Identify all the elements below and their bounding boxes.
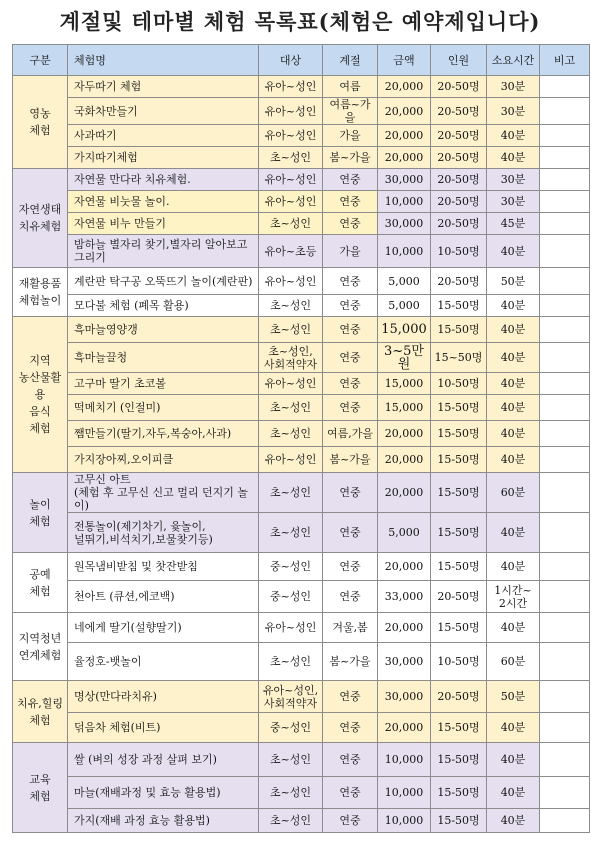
cell-target: 중~성인 — [259, 581, 323, 613]
col-header-price: 금액 — [378, 45, 431, 76]
cell-people: 10-50명 — [431, 373, 487, 395]
cell-time: 30분 — [487, 169, 540, 191]
experience-table — [12, 44, 590, 833]
cell-note — [540, 125, 590, 147]
cell-note — [540, 581, 590, 613]
cell-name: 쌀 (벼의 성장 과정 살펴 보기) — [68, 743, 259, 777]
table-row — [13, 98, 590, 125]
cell-season: 연중 — [323, 743, 378, 777]
cell-time: 40분 — [487, 809, 540, 833]
col-header-season: 계절 — [323, 45, 378, 76]
cell-note — [540, 268, 590, 295]
cell-price: 15,000 — [378, 317, 431, 343]
cell-note — [540, 473, 590, 513]
cell-people: 15-50명 — [431, 473, 487, 513]
cell-season: 연중 — [323, 513, 378, 553]
cell-name: 흑마늘영양갱 — [68, 317, 259, 343]
cell-price: 20,000 — [378, 98, 431, 125]
cell-target: 초~성인 — [259, 809, 323, 833]
cell-season: 가을 — [323, 235, 378, 268]
cell-note — [540, 98, 590, 125]
cell-time: 40분 — [487, 447, 540, 473]
cell-target: 초~성인 — [259, 213, 323, 235]
cell-time: 40분 — [487, 777, 540, 809]
cell-target: 초~성인 — [259, 643, 323, 681]
cell-time: 40분 — [487, 395, 540, 421]
cell-time: 40분 — [487, 421, 540, 447]
table-row — [13, 473, 590, 513]
cell-people: 15-50명 — [431, 395, 487, 421]
cell-price: 15,000 — [378, 395, 431, 421]
cell-price: 20,000 — [378, 447, 431, 473]
cell-price: 20,000 — [378, 553, 431, 581]
cell-note — [540, 809, 590, 833]
table-row — [13, 317, 590, 343]
cell-time: 40분 — [487, 513, 540, 553]
cell-people: 15-50명 — [431, 613, 487, 643]
cell-time: 40분 — [487, 147, 540, 169]
cell-price: 15,000 — [378, 373, 431, 395]
cell-price: 30,000 — [378, 643, 431, 681]
cell-time: 40분 — [487, 553, 540, 581]
cell-people: 20-50명 — [431, 681, 487, 713]
cell-target: 초~성인 — [259, 317, 323, 343]
cell-name: 천아트 (큐션,에코백) — [68, 581, 259, 613]
cell-name: 마늘(재배과정 및 효능 활용법) — [68, 777, 259, 809]
cell-note — [540, 421, 590, 447]
table-row — [13, 421, 590, 447]
cell-time: 40분 — [487, 713, 540, 743]
cell-time: 40분 — [487, 743, 540, 777]
cell-note — [540, 213, 590, 235]
cell-target: 초~성인 — [259, 743, 323, 777]
cell-time: 50분 — [487, 681, 540, 713]
table-row — [13, 643, 590, 681]
cell-time: 50분 — [487, 268, 540, 295]
cell-time: 30분 — [487, 191, 540, 213]
cell-note — [540, 713, 590, 743]
cell-price: 5,000 — [378, 513, 431, 553]
cell-people: 10-50명 — [431, 235, 487, 268]
cell-name: 가지장아찌,오이피클 — [68, 447, 259, 473]
cell-season: 연중 — [323, 581, 378, 613]
table-row — [13, 513, 590, 553]
col-header-people: 인원 — [431, 45, 487, 76]
cell-people: 15-50명 — [431, 553, 487, 581]
table-row — [13, 147, 590, 169]
cell-season: 여름~가을 — [323, 98, 378, 125]
cell-time: 60분 — [487, 473, 540, 513]
cell-name: 자연물 비눗물 놀이. — [68, 191, 259, 213]
cell-season: 연중 — [323, 777, 378, 809]
cell-target: 유아~초등 — [259, 235, 323, 268]
cell-note — [540, 513, 590, 553]
table-row — [13, 169, 590, 191]
cell-price: 20,000 — [378, 125, 431, 147]
cell-time: 40분 — [487, 125, 540, 147]
cell-note — [540, 395, 590, 421]
table-row — [13, 777, 590, 809]
cell-season: 봄~가을 — [323, 447, 378, 473]
cell-season: 연중 — [323, 373, 378, 395]
cell-name: 고무신 아트 (체험 후 고무신 신고 멀리 던지기 놀이) — [68, 473, 259, 513]
table-row — [13, 213, 590, 235]
cell-time: 60분 — [487, 643, 540, 681]
cell-people: 15-50명 — [431, 713, 487, 743]
cell-time: 40분 — [487, 235, 540, 268]
cell-season: 여름,가을 — [323, 421, 378, 447]
cell-price: 30,000 — [378, 681, 431, 713]
cell-people: 15-50명 — [431, 777, 487, 809]
cell-name: 국화차만들기 — [68, 98, 259, 125]
cell-season: 연중 — [323, 713, 378, 743]
cell-people: 15-50명 — [431, 295, 487, 317]
cell-price: 30,000 — [378, 169, 431, 191]
col-header-name: 체험명 — [68, 45, 259, 76]
cell-people: 20-50명 — [431, 125, 487, 147]
cell-people: 20-50명 — [431, 213, 487, 235]
cell-season: 봄~가을 — [323, 643, 378, 681]
table-row — [13, 681, 590, 713]
cell-price: 10,000 — [378, 235, 431, 268]
cell-people: 20-50명 — [431, 191, 487, 213]
cell-people: 20-50명 — [431, 581, 487, 613]
cell-note — [540, 191, 590, 213]
cell-people: 15-50명 — [431, 809, 487, 833]
cell-people: 20-50명 — [431, 268, 487, 295]
cell-name: 떡메치기 (인절미) — [68, 395, 259, 421]
cell-note — [540, 147, 590, 169]
cell-name: 고구마 딸기 초코볼 — [68, 373, 259, 395]
cell-name: 전통놀이(제기차기, 윷놀이, 널뛰기,비석치기,보물찾기등) — [68, 513, 259, 553]
cell-target: 초~성인 — [259, 147, 323, 169]
cell-season: 연중 — [323, 213, 378, 235]
cell-season: 연중 — [323, 268, 378, 295]
table-row — [13, 395, 590, 421]
cell-price: 20,000 — [378, 713, 431, 743]
cell-season: 연중 — [323, 295, 378, 317]
col-header-time: 소요시간 — [487, 45, 540, 76]
cell-price: 10,000 — [378, 743, 431, 777]
cell-note — [540, 743, 590, 777]
cell-time: 30분 — [487, 98, 540, 125]
cell-note — [540, 235, 590, 268]
cell-target: 유아~성인 — [259, 447, 323, 473]
cell-season: 연중 — [323, 191, 378, 213]
cell-time: 1시간~ 2시간 — [487, 581, 540, 613]
cell-note — [540, 447, 590, 473]
cell-season: 연중 — [323, 681, 378, 713]
cell-people: 15-50명 — [431, 317, 487, 343]
cell-season: 여름 — [323, 76, 378, 98]
cell-season: 연중 — [323, 553, 378, 581]
category-cell: 자연생태 치유체험 — [13, 169, 68, 268]
cell-people: 20-50명 — [431, 98, 487, 125]
cell-name: 덖음차 체험(비트) — [68, 713, 259, 743]
cell-name: 흑마늘끌청 — [68, 343, 259, 373]
category-cell: 영농 체험 — [13, 76, 68, 169]
cell-time: 40분 — [487, 373, 540, 395]
cell-time: 40분 — [487, 613, 540, 643]
cell-note — [540, 317, 590, 343]
table-row — [13, 235, 590, 268]
cell-name: 자연물 만다라 치유체험. — [68, 169, 259, 191]
cell-target: 중~성인 — [259, 553, 323, 581]
table-row — [13, 76, 590, 98]
cell-price: 5,000 — [378, 268, 431, 295]
cell-target: 초~성인 — [259, 421, 323, 447]
cell-note — [540, 169, 590, 191]
table-row — [13, 268, 590, 295]
category-cell: 치유,힐링 체험 — [13, 681, 68, 743]
cell-target: 초~성인, 사회적약자 — [259, 343, 323, 373]
header-row — [13, 45, 590, 76]
table-row — [13, 743, 590, 777]
cell-target: 유아~성인 — [259, 373, 323, 395]
cell-season: 연중 — [323, 809, 378, 833]
cell-season: 가을 — [323, 125, 378, 147]
table-row — [13, 343, 590, 373]
cell-time: 45분 — [487, 213, 540, 235]
cell-name: 자연물 비누 만들기 — [68, 213, 259, 235]
cell-price: 20,000 — [378, 473, 431, 513]
cell-people: 15-50명 — [431, 447, 487, 473]
cell-price: 5,000 — [378, 295, 431, 317]
category-cell: 재활용품 체험놀이 — [13, 268, 68, 317]
page-title: 계절및 테마별 체험 목록표(체험은 예약제입니다) — [59, 9, 541, 34]
table-row — [13, 713, 590, 743]
cell-target: 초~성인 — [259, 513, 323, 553]
cell-people: 20-50명 — [431, 76, 487, 98]
cell-name: 가지따기체험 — [68, 147, 259, 169]
category-cell: 놀이 체험 — [13, 473, 68, 553]
cell-price: 20,000 — [378, 421, 431, 447]
cell-note — [540, 777, 590, 809]
cell-people: 15-50명 — [431, 513, 487, 553]
cell-price: 10,000 — [378, 809, 431, 833]
table-row — [13, 295, 590, 317]
cell-target: 유아~성인 — [259, 125, 323, 147]
cell-note — [540, 643, 590, 681]
cell-price: 30,000 — [378, 213, 431, 235]
cell-price: 3~5만원 — [378, 343, 431, 373]
cell-note — [540, 373, 590, 395]
cell-note — [540, 613, 590, 643]
col-header-target: 대상 — [259, 45, 323, 76]
table-row — [13, 125, 590, 147]
cell-name: 계란판 탁구공 오뚝뜨기 놀이(계란판) — [68, 268, 259, 295]
cell-name: 가지(재배 과정 효능 활용법) — [68, 809, 259, 833]
cell-price: 10,000 — [378, 191, 431, 213]
cell-note — [540, 76, 590, 98]
cell-note — [540, 553, 590, 581]
cell-people: 15-50명 — [431, 421, 487, 447]
cell-time: 40분 — [487, 295, 540, 317]
cell-target: 유아~성인 — [259, 98, 323, 125]
cell-target: 초~성인 — [259, 395, 323, 421]
cell-target: 중~성인 — [259, 713, 323, 743]
cell-note — [540, 343, 590, 373]
cell-season: 연중 — [323, 473, 378, 513]
cell-name: 원목냄비받침 및 찻잔받침 — [68, 553, 259, 581]
cell-season: 겨울,봄 — [323, 613, 378, 643]
cell-season: 연중 — [323, 395, 378, 421]
table-row — [13, 581, 590, 613]
cell-season: 연중 — [323, 317, 378, 343]
table-row — [13, 613, 590, 643]
cell-name: 명상(만다라치유) — [68, 681, 259, 713]
cell-name: 율정호-뱃놀이 — [68, 643, 259, 681]
cell-people: 10-50명 — [431, 643, 487, 681]
cell-target: 유아~성인 — [259, 191, 323, 213]
cell-name: 모다불 체험 (폐목 활용) — [68, 295, 259, 317]
cell-target: 초~성인 — [259, 473, 323, 513]
cell-name: 사과따기 — [68, 125, 259, 147]
col-header-category: 구분 — [13, 45, 68, 76]
cell-target: 유아~성인 — [259, 169, 323, 191]
cell-target: 유아~성인 — [259, 76, 323, 98]
cell-price: 20,000 — [378, 76, 431, 98]
category-cell: 공예 체험 — [13, 553, 68, 613]
table-row — [13, 553, 590, 581]
cell-note — [540, 295, 590, 317]
cell-season: 봄~가을 — [323, 147, 378, 169]
col-header-note: 비고 — [540, 45, 590, 76]
cell-target: 초~성인 — [259, 777, 323, 809]
cell-target: 유아~성인, 사회적약자 — [259, 681, 323, 713]
table-row — [13, 809, 590, 833]
category-cell: 교육 체험 — [13, 743, 68, 833]
cell-people: 15~50명 — [431, 343, 487, 373]
cell-name: 밤하늘 별자리 찾기,별자리 알아보고 그리기 — [68, 235, 259, 268]
cell-target: 초~성인 — [259, 295, 323, 317]
cell-people: 15-50명 — [431, 743, 487, 777]
cell-note — [540, 681, 590, 713]
table-row — [13, 191, 590, 213]
cell-target: 유아~성인 — [259, 613, 323, 643]
cell-time: 40분 — [487, 317, 540, 343]
cell-name: 쨈만들기(딸기,자두,복숭아,사과) — [68, 421, 259, 447]
cell-season: 연중 — [323, 343, 378, 373]
cell-people: 20-50명 — [431, 169, 487, 191]
cell-name: 네에게 딸기(설향딸기) — [68, 613, 259, 643]
cell-price: 20,000 — [378, 613, 431, 643]
cell-people: 20-50명 — [431, 147, 487, 169]
cell-time: 30분 — [487, 76, 540, 98]
cell-price: 10,000 — [378, 777, 431, 809]
cell-time: 40분 — [487, 343, 540, 373]
table-row — [13, 447, 590, 473]
cell-name: 자두따기 체험 — [68, 76, 259, 98]
cell-price: 33,000 — [378, 581, 431, 613]
cell-season: 연중 — [323, 169, 378, 191]
table-body — [13, 76, 590, 833]
table-row — [13, 373, 590, 395]
cell-price: 20,000 — [378, 147, 431, 169]
category-cell: 지역청년 연계체험 — [13, 613, 68, 681]
cell-target: 유아~성인 — [259, 268, 323, 295]
category-cell: 지역 농산물활용 음식 체험 — [13, 317, 68, 473]
